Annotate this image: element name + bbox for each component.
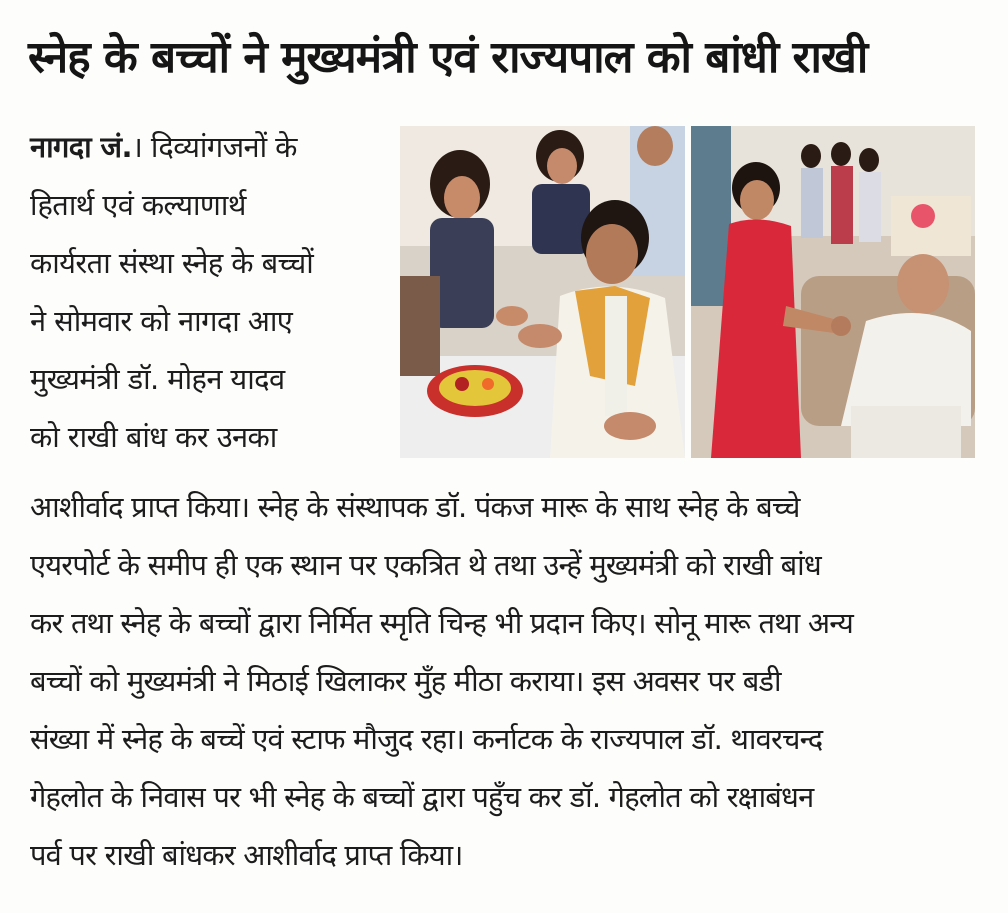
body-line-13: पर्व पर राखी बांधकर आशीर्वाद प्राप्त किया। bbox=[30, 838, 463, 872]
body-line-4: ने सोमवार को नागदा आए bbox=[30, 304, 293, 338]
body-line-8: एयरपोर्ट के समीप ही एक स्थान पर एकत्रित थे तथा उन्हें मुख्यमंत्री को राखी बांध bbox=[30, 548, 821, 582]
narrow-column bbox=[30, 118, 390, 466]
body-line-9: कर तथा स्नेह के बच्चों द्वारा निर्मित स्मृति चिन्ह भी प्रदान किए। सोनू मारू तथा अन्य bbox=[30, 606, 853, 640]
photo-strip bbox=[400, 126, 975, 458]
body-line-11: संख्या में स्नेह के बच्चें एवं स्टाफ मौजुद रहा। कर्नाटक के राज्यपाल डॉ. थावरचन्द bbox=[30, 722, 823, 756]
full-width-column bbox=[30, 478, 990, 884]
body-line-5: मुख्यमंत्री डॉ. मोहन यादव bbox=[30, 362, 285, 396]
headline: स्नेह के बच्चों ने मुख्यमंत्री एवं राज्यपाल को बांधी राखी bbox=[28, 32, 868, 83]
body-line-6: को राखी बांध कर उनका bbox=[30, 420, 277, 454]
photo-governor-illustration bbox=[691, 126, 975, 458]
photo-chief-minister-illustration bbox=[400, 126, 685, 458]
dateline: नागदा जं. bbox=[30, 130, 132, 164]
body-line-2: हितार्थ एवं कल्याणार्थ bbox=[30, 188, 246, 222]
photo-chief-minister-rakhi bbox=[400, 126, 685, 458]
photo-governor-rakhi bbox=[691, 126, 975, 458]
body-line-1-text: । दिव्यांगजनों के bbox=[131, 130, 297, 164]
body-line-12: गेहलोत के निवास पर भी स्नेह के बच्चों द्वारा पहुँच कर डॉ. गेहलोत को रक्षाबंधन bbox=[30, 780, 814, 814]
body-line-10: बच्चों को मुख्यमंत्री ने मिठाई खिलाकर मुँह मीठा कराया। इस अवसर पर बडी bbox=[30, 664, 781, 698]
body-line-3: कार्यरता संस्था स्नेह के बच्चों bbox=[30, 246, 314, 280]
body-line-7: आशीर्वाद प्राप्त किया। स्नेह के संस्थापक डॉ. पंकज मारू के साथ स्नेह के बच्चे bbox=[30, 490, 800, 524]
body-line-1 bbox=[30, 118, 390, 176]
